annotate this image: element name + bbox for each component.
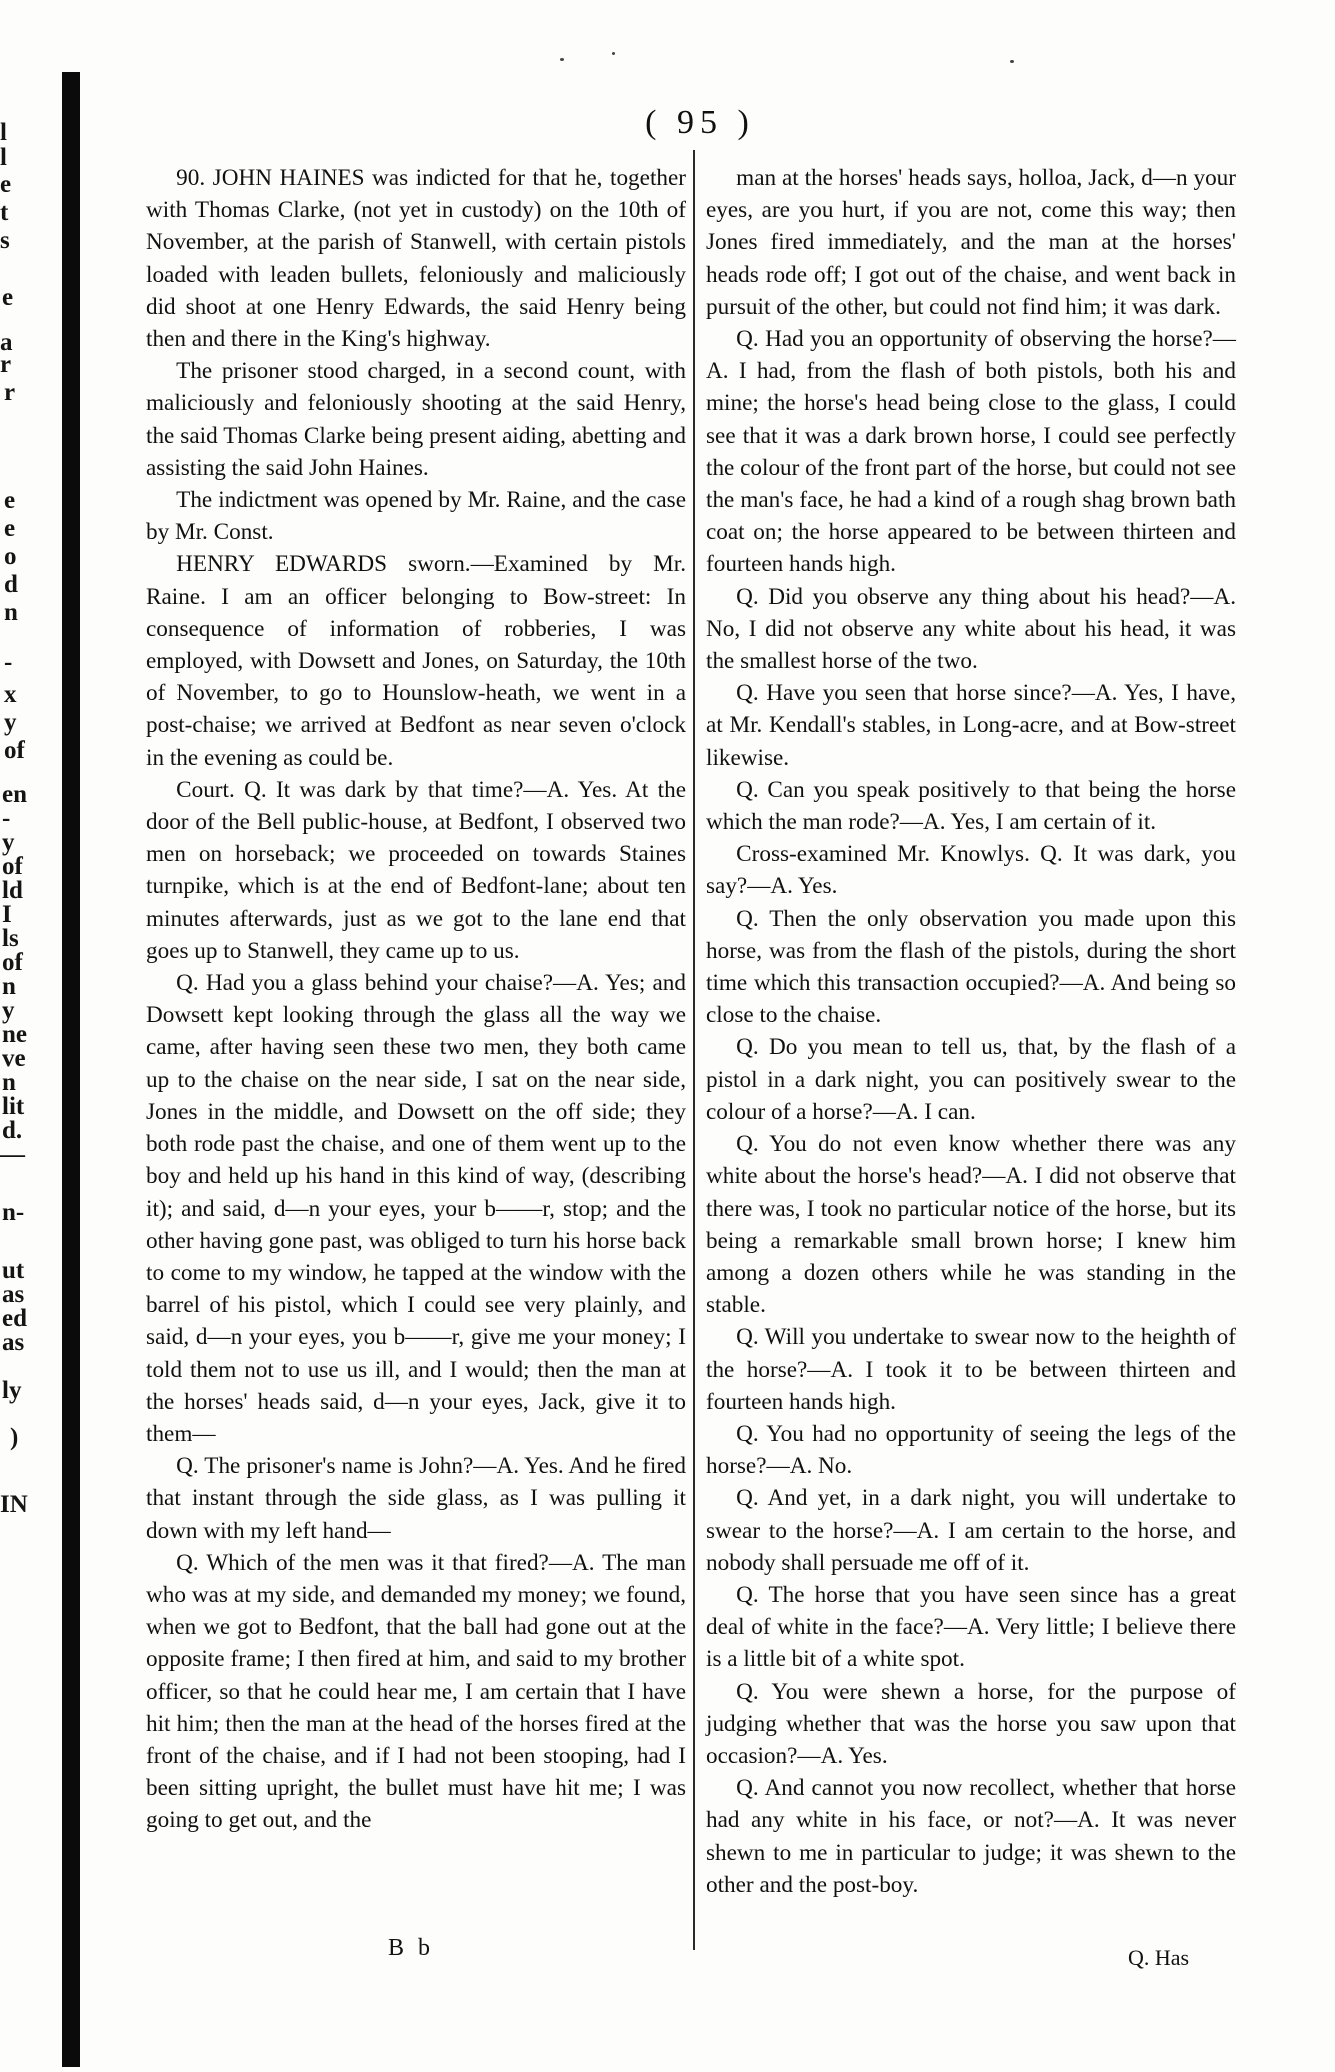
paragraph: Q. You were shewn a horse, for the purpose of judging whether that was the horse you saw upon that occasion?—A. Yes. bbox=[706, 1678, 1236, 1769]
margin-fragment: y bbox=[2, 829, 15, 856]
margin-fragment: en bbox=[2, 781, 27, 808]
margin-fragment: d. bbox=[2, 1117, 23, 1144]
paragraph: Q. And cannot you now recollect, whether that horse had any white in his face, or not?—A. It was never shewn to me in particular to judge; it was shewn to the other and the post-boy. bbox=[706, 1775, 1236, 1898]
paragraph: Q. Do you mean to tell us, that, by the flash of a pistol in a dark night, you can positively swear to the colour of a horse?—A. I can. bbox=[706, 1034, 1236, 1125]
right-column bbox=[706, 162, 1236, 1901]
paragraph: Q. Had you an opportunity of observing the horse?—A. I had, from the flash of both pistols, both his and mine; the horse's head being close to the glass, I could see that it was a dark brown horse, I could see perfectly the colour of the front part of the horse, but could not see the man's face, he had a kind of a rough shag brown bath coat on; the horse appeared to be between thirteen and fourteen hands high. bbox=[706, 326, 1236, 578]
margin-fragment: ly bbox=[2, 1377, 22, 1404]
paragraph: man at the horses' heads says, holloa, Jack, d—n your eyes, are you hurt, if you are not, come this way; then Jones fired immediately, and the man at the horses' heads rode off; I got out of the chaise, and went back in pursuit of the other, but could not find him; it was dark. bbox=[706, 165, 1236, 320]
margin-fragment: a bbox=[0, 329, 13, 356]
paragraph: Cross-examined Mr. Knowlys. Q. It was dark, you say?—A. Yes. bbox=[706, 841, 1236, 900]
margin-fragment: d bbox=[4, 571, 18, 598]
paragraph: Q. Will you undertake to swear now to the heighth of the horse?—A. I took it to be between thirteen and fourteen hands high. bbox=[706, 1324, 1236, 1415]
margin-fragment: e bbox=[2, 284, 14, 311]
signature-mark: B b bbox=[388, 1935, 435, 1961]
margin-fragment: of bbox=[2, 949, 23, 976]
margin-fragment: n bbox=[2, 1069, 16, 1096]
ink-speck bbox=[560, 58, 564, 61]
paragraph: HENRY EDWARDS sworn.—Examined by Mr. Raine. I am an officer belonging to Bow-street: In consequence of information of robberies, I was employed, with Dowsett and Jones, on Saturday, the 10th of November, to go to Hounslow-heath, we went in a post-chaise; we arrived at Bedfont as near seven o'clock in the evening as could be. bbox=[146, 551, 686, 771]
margin-fragment: IN bbox=[0, 1491, 28, 1518]
margin-fragment: - bbox=[4, 649, 13, 676]
margin-fragment: ve bbox=[2, 1045, 26, 1072]
margin-fragment: x bbox=[4, 681, 17, 708]
margin-fragment: n bbox=[4, 599, 18, 626]
margin-fragment: s bbox=[0, 227, 10, 254]
margin-fragment: l bbox=[0, 119, 7, 146]
margin-fragment: o bbox=[4, 543, 17, 570]
margin-fragment: l bbox=[0, 144, 7, 171]
margin-fragment: ne bbox=[2, 1021, 27, 1048]
margin-fragment: n bbox=[2, 973, 16, 1000]
margin-fragment: of bbox=[4, 737, 25, 764]
paragraph: Q. The horse that you have seen since has a great deal of white in the face?—A. Very little; I believe there is a little bit of a white spot. bbox=[706, 1581, 1236, 1673]
paragraph: Q. Had you a glass behind your chaise?—A. Yes; and Dowsett kept looking through the glass all the way we came, after having seen these two men, they both came up to the chaise on the near side, I sat on the near side, Jones in the middle, and Dowsett on the off side; they both rode past the chaise, and one of them went up to the boy and held up his hand in this kind of way, (describing it); and said, d—n your eyes, your b——r, stop; and the other having gone past, was obliged to turn his horse back to come to my window, he tapped at the window with the barrel of his pistol, which I could see very plainly, and said, d—n your eyes, you b——r, give me your money; I told them not to use us ill, and I would; then the man at the horses' heads said, d—n your eyes, Jack, give it to them— bbox=[146, 970, 686, 1447]
margin-fragment: e bbox=[0, 171, 12, 198]
binding-shadow bbox=[62, 72, 80, 2067]
margin-fragment: e bbox=[4, 487, 16, 514]
margin-fragment: e bbox=[4, 515, 16, 542]
margin-fragment: y bbox=[4, 709, 17, 736]
paragraph: Q. Can you speak positively to that being the horse which the man rode?—A. Yes, I am certain of it. bbox=[706, 776, 1236, 836]
paragraph: The prisoner stood charged, in a second count, with maliciously and feloniously shooting at the said Henry, the said Thomas Clarke being present aiding, abetting and assisting the said John Haines. bbox=[146, 358, 686, 481]
catchword: Q. Has bbox=[1128, 1945, 1190, 1970]
paragraph: Q. Then the only observation you made upon this horse, was from the flash of the pistols, during the short time which this transaction occupied?—A. And being so close to the chaise. bbox=[706, 905, 1236, 1029]
page-number: ( 95 ) bbox=[645, 104, 755, 141]
paragraph: 90. JOHN HAINES was indicted for that he, together with Thomas Clarke, (not yet in custody) on the 10th of November, at the parish of Stanwell, with certain pistols loaded with leaden bullets, feloniously and maliciously did shoot at one Henry Edwards, the said Henry being then and there in the King's highway. bbox=[146, 165, 686, 353]
margin-fragment: as bbox=[2, 1281, 25, 1308]
margin-fragment: n- bbox=[2, 1199, 25, 1226]
margin-fragment: ) bbox=[10, 1424, 19, 1451]
ink-speck bbox=[1010, 60, 1014, 63]
paragraph: Q. Have you seen that horse since?—A. Yes, I have, at Mr. Kendall's stables, in Long-acre, and at Bow-street likewise. bbox=[706, 680, 1236, 771]
margin-fragment: lit bbox=[2, 1093, 25, 1120]
margin-fragment: ed bbox=[2, 1305, 27, 1332]
paragraph: Q. Did you observe any thing about his head?—A. No, I did not observe any white about his head, it was the smallest horse of the two. bbox=[706, 583, 1236, 675]
left-column bbox=[146, 162, 686, 1837]
margin-fragment: as bbox=[2, 1329, 25, 1356]
margin-fragment: r bbox=[0, 351, 12, 378]
paragraph: Q. Which of the men was it that fired?—A. The man who was at my side, and demanded my money; we found, when we got to Bedfont, that the ball had gone out at the opposite frame; I then fired at him, and said to my brother officer, so that he could hear me, I am certain that I have hit him; then the man at the head of the horses fired at the front of the chaise, and if I had not been stooping, had I been sitting upright, the bullet must have hit me; I was going to get out, and the bbox=[146, 1549, 686, 1834]
margin-fragment: ut bbox=[2, 1257, 25, 1284]
margin-fragments bbox=[0, 0, 62, 2072]
paragraph: The indictment was opened by Mr. Raine, and the case by Mr. Const. bbox=[146, 487, 686, 546]
margin-fragment: y bbox=[2, 997, 15, 1024]
paragraph: Q. And yet, in a dark night, you will undertake to swear to the horse?—A. I am certain to the horse, and nobody shall persuade me off of it. bbox=[706, 1485, 1236, 1576]
paragraph: Q. You do not even know whether there was any white about the horse's head?—A. I did not observe that there was, I took no particular notice of the horse, but its being a remarkable small brown horse; I knew him among a dozen others while he was standing in the stable. bbox=[706, 1131, 1236, 1319]
margin-fragment: of bbox=[2, 853, 23, 880]
margin-fragment: t bbox=[0, 199, 9, 226]
margin-fragment: ls bbox=[2, 925, 19, 952]
margin-fragment: — bbox=[0, 1141, 25, 1168]
paragraph: Q. You had no opportunity of seeing the legs of the horse?—A. No. bbox=[706, 1420, 1236, 1480]
margin-fragment: ld bbox=[2, 877, 23, 904]
margin-fragment: - bbox=[2, 805, 11, 832]
paragraph: Q. The prisoner's name is John?—A. Yes. And he fired that instant through the side glass, as I was pulling it down with my left hand— bbox=[146, 1453, 686, 1544]
paragraph: Court. Q. It was dark by that time?—A. Yes. At the door of the Bell public-house, at Bedfont, I observed two men on horseback; we proceeded on towards Staines turnpike, which is at the end of Bedfont-lane; about ten minutes afterwards, just as we got to the lane end that goes up to Stanwell, they came up to us. bbox=[146, 776, 686, 964]
margin-fragment: r bbox=[4, 379, 16, 406]
ink-speck bbox=[612, 52, 615, 55]
column-rule bbox=[693, 150, 695, 1950]
margin-fragment: I bbox=[2, 901, 12, 928]
